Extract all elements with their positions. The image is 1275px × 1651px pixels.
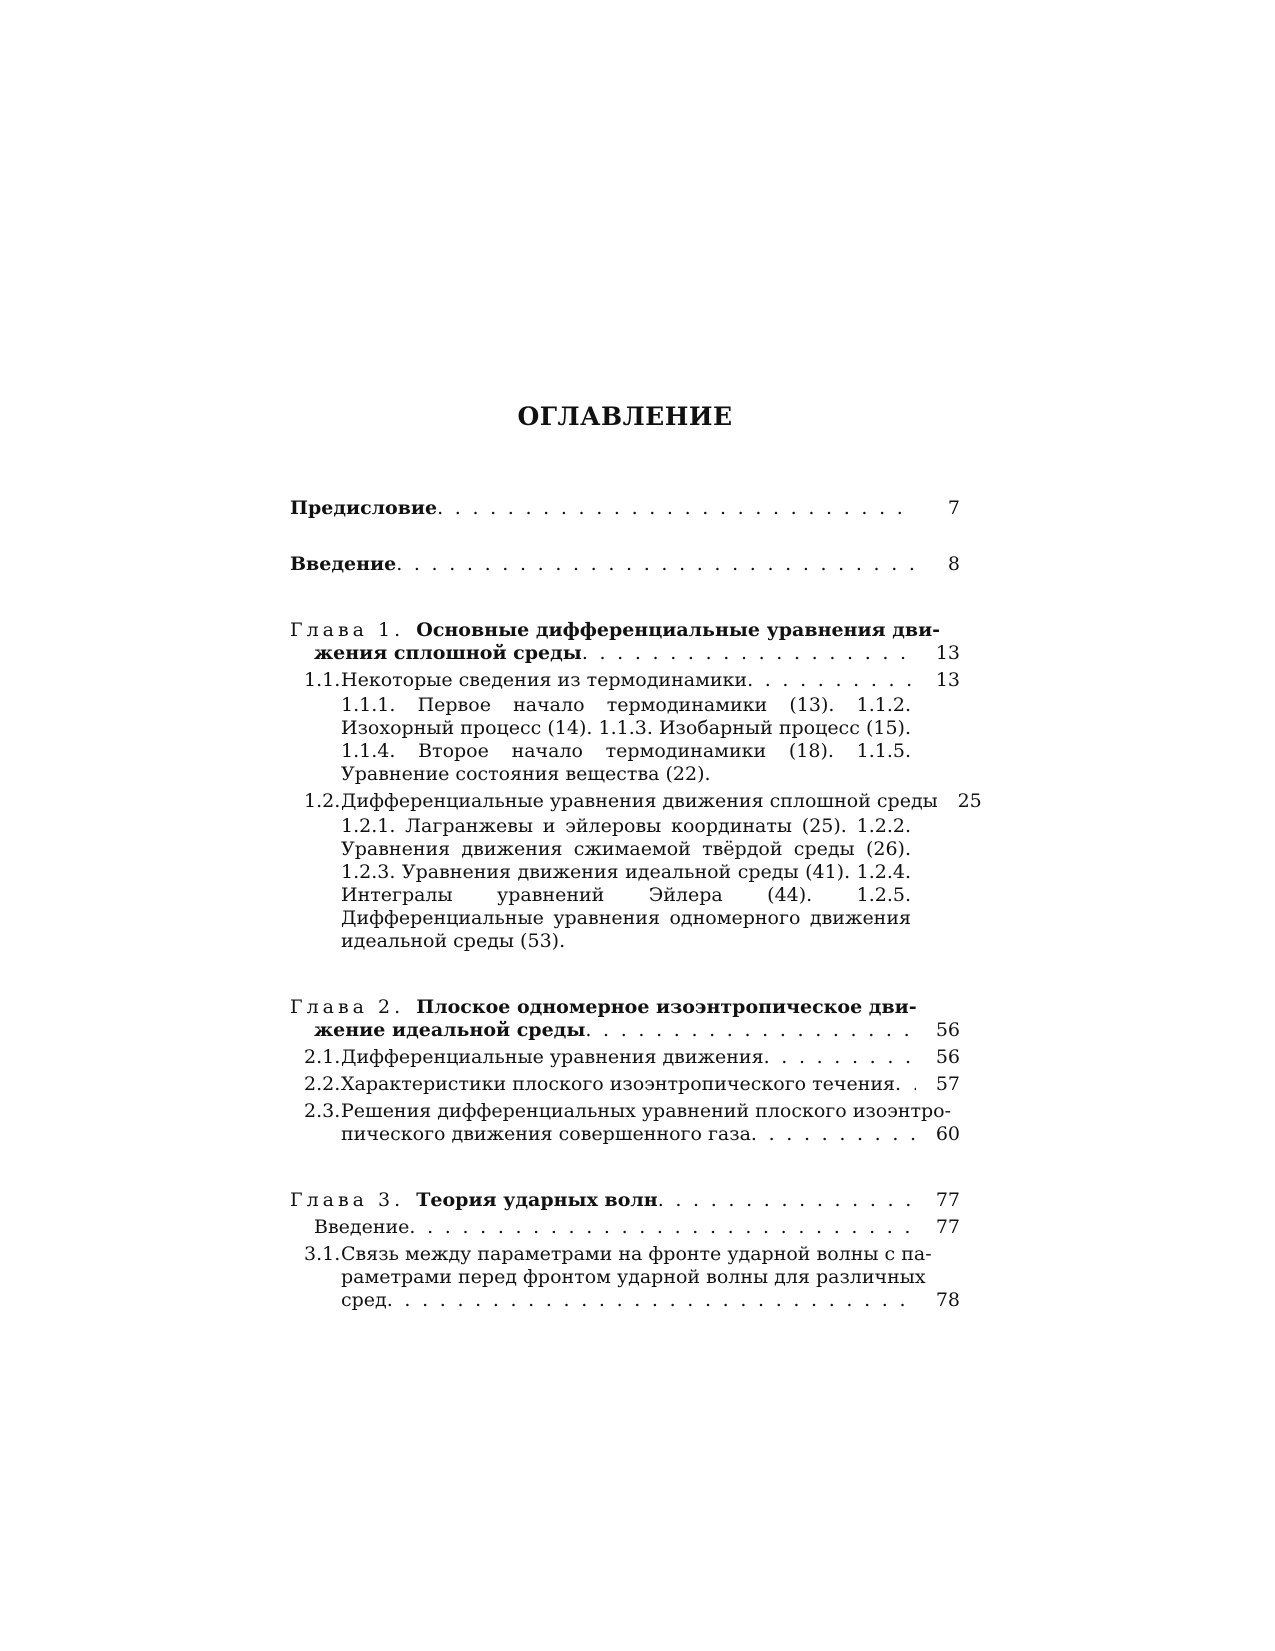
dot-leader [764,1046,916,1069]
entry-label: Введение [290,553,397,575]
toc-chapter-2 [290,996,960,1146]
section-title: Некоторые сведения из термодинамики [341,669,748,691]
dot-leader [437,497,916,520]
page-number: 8 [947,553,960,575]
dot-leader [747,669,916,692]
page-number: 7 [947,497,960,519]
dot-leader [396,553,916,576]
page-number: 13 [935,642,960,664]
toc-section-2-2[interactable] [290,1073,960,1096]
page-number: 78 [935,1289,960,1311]
dot-leader [582,642,916,665]
page-number: 25 [957,790,982,812]
chapter-heading-line1[interactable] [290,996,960,1019]
toc-section-2-3-line2[interactable] [290,1123,960,1146]
chapter-heading-line1[interactable] [290,619,960,642]
page-number: 56 [935,1046,960,1068]
toc-section-3-1-line3[interactable] [290,1289,960,1312]
chapter-prefix: Глава 3. [290,1189,405,1211]
toc-section-3-1-line1[interactable] [290,1243,960,1266]
subsection-list: 1.2.1. Лагранжевы и эйлеровы координаты (25). 1.2.2. Уравнения движения сжимаемой твёрдой среды (26). 1.2.3. Уравнения движения идеальной среды (41). 1.2.4. Интегралы уравнений Эйлера (44). 1.2.5. Дифференциальные уравнения одномерного движения идеальной среды (53). [341,815,911,952]
section-title-cont: раметрами перед фронтом ударной волны для различных [341,1266,926,1288]
entry-label: Введение [314,1216,410,1238]
chapter-heading-line2[interactable] [290,642,960,665]
dot-leader [658,1189,916,1212]
page-title: ОГЛАВЛЕНИЕ [517,402,733,431]
chapter-prefix: Глава 2. [290,996,405,1018]
dot-leader [387,1289,916,1312]
section-number: 2.1. [304,1046,341,1068]
toc-entry-chapter3-intro[interactable] [290,1216,960,1239]
toc-chapter-3 [290,1189,960,1312]
section-title: Дифференциальные уравнения движения сплошной среды [341,790,938,812]
chapter-prefix: Глава 1. [290,619,405,641]
dot-leader [409,1216,916,1239]
section-title: Решения дифференциальных уравнений плоского изоэнтро- [341,1100,952,1122]
section-title-cont: пического движения совершенного газа [341,1123,751,1145]
page-number: 56 [935,1019,960,1041]
chapter-heading[interactable] [290,1189,960,1212]
section-title-cont: сред [341,1289,387,1311]
toc-section-1-1[interactable] [290,669,960,692]
page-number: 13 [935,669,960,691]
dot-leader [895,1073,916,1096]
section-number: 2.2. [304,1073,341,1095]
chapter-title: Теория ударных волн [416,1189,658,1211]
dot-leader [751,1123,916,1146]
chapter-title: Плоское одномерное изоэнтропическое дви- [416,996,917,1018]
chapter-title: Основные дифференциальные уравнения дви- [416,619,941,641]
toc-section-2-3-line1[interactable] [290,1100,960,1123]
section-number: 3.1. [304,1243,341,1265]
toc-section-3-1-line2[interactable] [290,1266,960,1289]
toc-chapter-1 [290,619,982,953]
chapter-title-cont: жения сплошной среды [314,642,582,664]
section-title: Дифференциальные уравнения движения [341,1046,764,1068]
section-number: 1.1. [304,669,341,691]
toc-entry-preface[interactable] [290,497,960,520]
page-number: 77 [935,1216,960,1238]
toc-section-2-1[interactable] [290,1046,960,1069]
page-number: 57 [935,1073,960,1095]
section-number: 1.2. [304,790,341,812]
dot-leader [585,1019,916,1042]
section-title: Связь между параметрами на фронте ударной волны с па- [341,1243,932,1265]
toc-entry-introduction[interactable] [290,553,960,576]
section-title: Характеристики плоского изоэнтропического течения [341,1073,896,1095]
page-number: 60 [935,1123,960,1145]
subsection-list: 1.1.1. Первое начало термодинамики (13). 1.1.2. Изохорный процесс (14). 1.1.3. Изобарный процесс (15). 1.1.4. Второе начало термодинамики (18). 1.1.5. Уравнение состояния вещества (22). [341,694,911,785]
chapter-title-cont: жение идеальной среды [314,1019,586,1041]
toc-section-1-2[interactable] [290,790,982,813]
page-number: 77 [935,1189,960,1211]
entry-label: Предисловие [290,497,438,519]
table-of-contents [290,497,982,1312]
section-number: 2.3. [304,1100,341,1122]
chapter-heading-line2[interactable] [290,1019,960,1042]
